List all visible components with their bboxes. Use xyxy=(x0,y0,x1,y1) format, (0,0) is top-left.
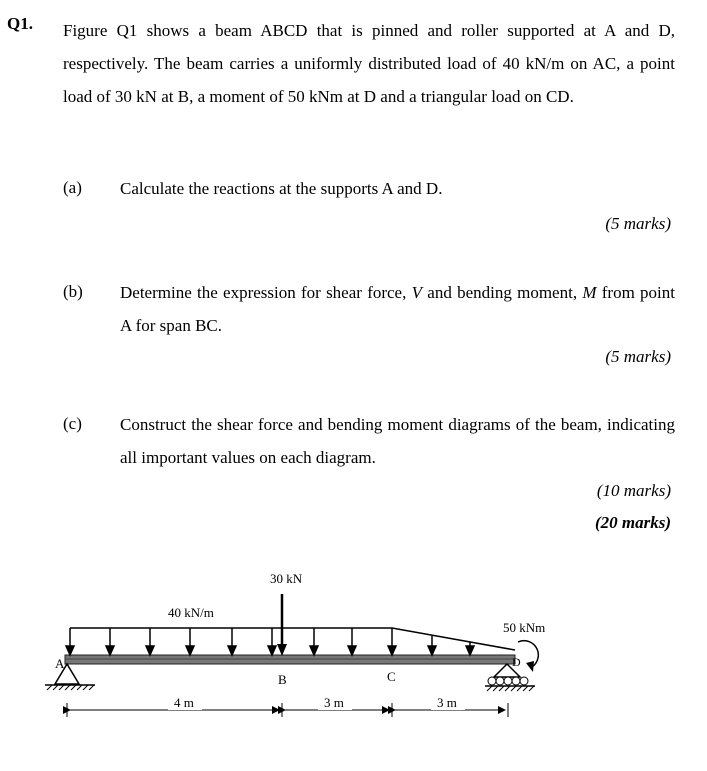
part-b-text-post: from point A for span BC. xyxy=(120,283,676,335)
beam-figure xyxy=(0,560,707,771)
udl-label: 40 kN/m xyxy=(168,605,214,620)
point-d-label: D xyxy=(512,655,521,669)
point-a-label: A xyxy=(55,656,65,671)
part-b-marks: (5 marks) xyxy=(605,347,671,366)
pin-support xyxy=(45,664,95,690)
moment-label: 50 kNm xyxy=(503,620,546,635)
part-b-text xyxy=(120,276,675,342)
distributed-load-outline xyxy=(70,628,515,650)
dim-ab-label: 4 m xyxy=(174,695,194,710)
question-intro: Figure Q1 shows a beam ABCD that is pinned and roller supported at A and D, respectively. The beam carries a uniformly distributed load of 40 kN/m on AC, a point load of 30 kN at B, a moment of 50 kNm at D and a triangular load on CD. xyxy=(63,21,675,106)
point-c-label: C xyxy=(387,669,396,684)
dim-cd-label: 3 m xyxy=(437,695,457,710)
point-load-arrow xyxy=(277,594,287,656)
part-c-text: Construct the shear force and bending moment diagrams of the beam, indicating all important values on each diagram. xyxy=(120,415,675,467)
part-a-text: Calculate the reactions at the supports A and D. xyxy=(120,179,443,198)
question-number: Q1. xyxy=(7,14,33,33)
moment-arrowhead xyxy=(526,661,534,672)
point-b-label: B xyxy=(278,672,287,687)
part-b-label: (b) xyxy=(63,282,83,301)
part-c-marks: (10 marks) xyxy=(596,481,671,500)
part-a-marks: (5 marks) xyxy=(605,214,671,233)
point-load-label: 30 kN xyxy=(270,571,303,586)
part-b-text-mid: and bending moment, xyxy=(422,283,583,302)
part-c-label: (c) xyxy=(63,414,82,433)
total-marks: (20 marks) xyxy=(594,513,671,532)
roller-support xyxy=(485,664,535,691)
shear-symbol: V xyxy=(411,283,423,302)
moment-symbol: M xyxy=(582,283,597,302)
part-a-label: (a) xyxy=(63,178,82,197)
part-b-text-pre: Determine the expression for shear force, xyxy=(120,283,412,302)
dim-bc-label: 3 m xyxy=(324,695,344,710)
